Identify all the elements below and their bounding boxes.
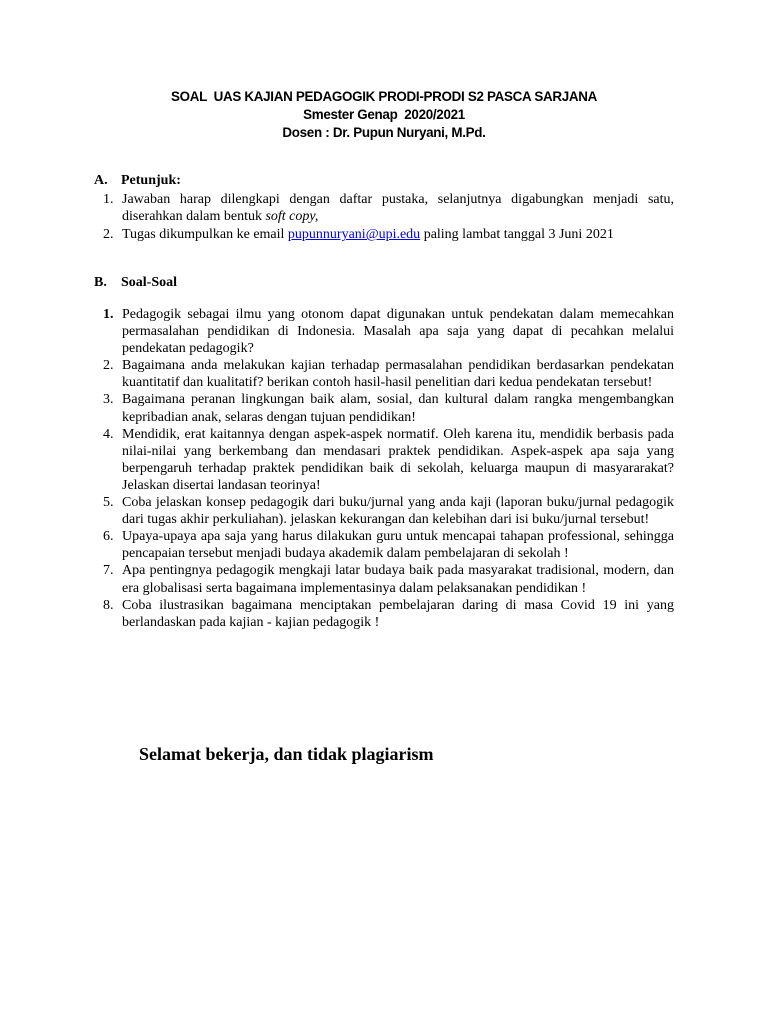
lecturer-line: Dosen : Dr. Pupun Nuryani, M.Pd. (282, 125, 486, 140)
instruction-italic-text: soft copy, (265, 209, 319, 225)
question-item (103, 494, 674, 528)
exam-title: SOAL UAS KAJIAN PEDAGOGIK PRODI-PRODI S2 PASCA SARJANA (171, 89, 597, 104)
questions-list (103, 306, 674, 631)
instruction-item-2 (103, 226, 674, 243)
question-text: Coba ilustrasikan bagaimana menciptakan pembelajaran daring di masa Covid 19 ini yang berlandaskan pada kajian - kajian pedagogik ! (122, 597, 674, 630)
instruction-number: 2. (103, 227, 114, 243)
semester-line: Smester Genap 2020/2021 (303, 107, 465, 122)
question-number: 6. (103, 529, 114, 545)
question-item (103, 357, 674, 391)
section-b-heading (94, 274, 177, 292)
question-item (103, 597, 674, 631)
section-b-letter: B. (94, 275, 107, 290)
question-number: 4. (103, 426, 114, 442)
question-item (103, 391, 674, 425)
instruction-text: Tugas dikumpulkan ke email (122, 227, 288, 243)
question-item (103, 306, 674, 357)
question-text: Upaya-upaya apa saja yang harus dilakukan guru untuk mencapai tahapan professional, sehingga pencapaian tersebut menjadi budaya akademik dalam pembelajaran di sekolah ! (122, 529, 674, 562)
question-item (103, 528, 674, 562)
question-text: Bagaimana anda melakukan kajian terhadap permasalahan pendidikan berdasarkan pendekatan kuantitatif dan kualitatif? berikan contoh hasil-hasil penelitian dari kedua pendekatan tersebut! (122, 358, 674, 391)
question-number: 3. (103, 392, 114, 408)
instruction-number: 1. (103, 192, 114, 207)
question-text: Coba jelaskan konsep pedagogik dari buku/jurnal yang anda kaji (laporan buku/jurnal pedagogik dari tugas akhir perkuliahan). jelaskan kekurangan dan kelebihan dari isi buku/jurnal tersebut! (122, 495, 674, 528)
section-a-letter: A. (94, 173, 108, 188)
question-number: 8. (103, 597, 114, 613)
instruction-text-after: paling lambat tanggal 3 Juni 2021 (420, 227, 614, 243)
section-b-title: Soal-Soal (121, 275, 178, 290)
question-number: 1. (103, 307, 114, 322)
closing-message: Selamat bekerja, dan tidak plagiarism (139, 744, 434, 764)
section-a-title: Petunjuk: (121, 173, 181, 188)
question-number: 2. (103, 358, 114, 374)
question-text: Pedagogik sebagai ilmu yang otonom dapat digunakan untuk pendekatan dalam memecahkan permasalahan pendidikan di Indonesia. Masalah apa saja yang dapat di pecahkan melalui pendekatan pedagogik? (122, 307, 674, 357)
question-number: 7. (103, 563, 114, 579)
instructions-list (103, 191, 674, 243)
instruction-text: Jawaban harap dilengkapi dengan daftar pustaka, selanjutnya digabungkan menjadi satu, diserahkan dalam bentuk (122, 192, 674, 225)
question-item (103, 562, 674, 596)
question-number: 5. (103, 495, 114, 511)
document-header (0, 88, 768, 142)
question-text: Apa pentingnya pedagogik mengkaji latar budaya baik pada masyarakat tradisional, modern, dan era globalisasi serta bagaimana implementasinya dalam pelaksanakan pendidikan ! (122, 563, 674, 596)
question-item (103, 426, 674, 494)
instruction-item-1 (103, 191, 674, 225)
question-text: Bagaimana peranan lingkungan baik alam, sosial, dan kultural dalam rangka mengembangkan kepribadian anak, selaras dengan tujuan pendidikan! (122, 392, 674, 425)
email-link[interactable]: pupunnuryani@upi.edu (287, 227, 421, 243)
section-a-heading (94, 172, 181, 190)
question-text: Mendidik, erat kaitannya dengan aspek-aspek normatif. Oleh karena itu, mendidik berbasis pada nilai-nilai yang berkembang dan mendasari praktek pendidikan. Aspek-aspek apa saja yang berpengaruh terhadap praktek pendidikan baik di sekolah, keluarga maupun di masyararakat? Jelaskan disertai landasan teorinya! (122, 426, 674, 493)
